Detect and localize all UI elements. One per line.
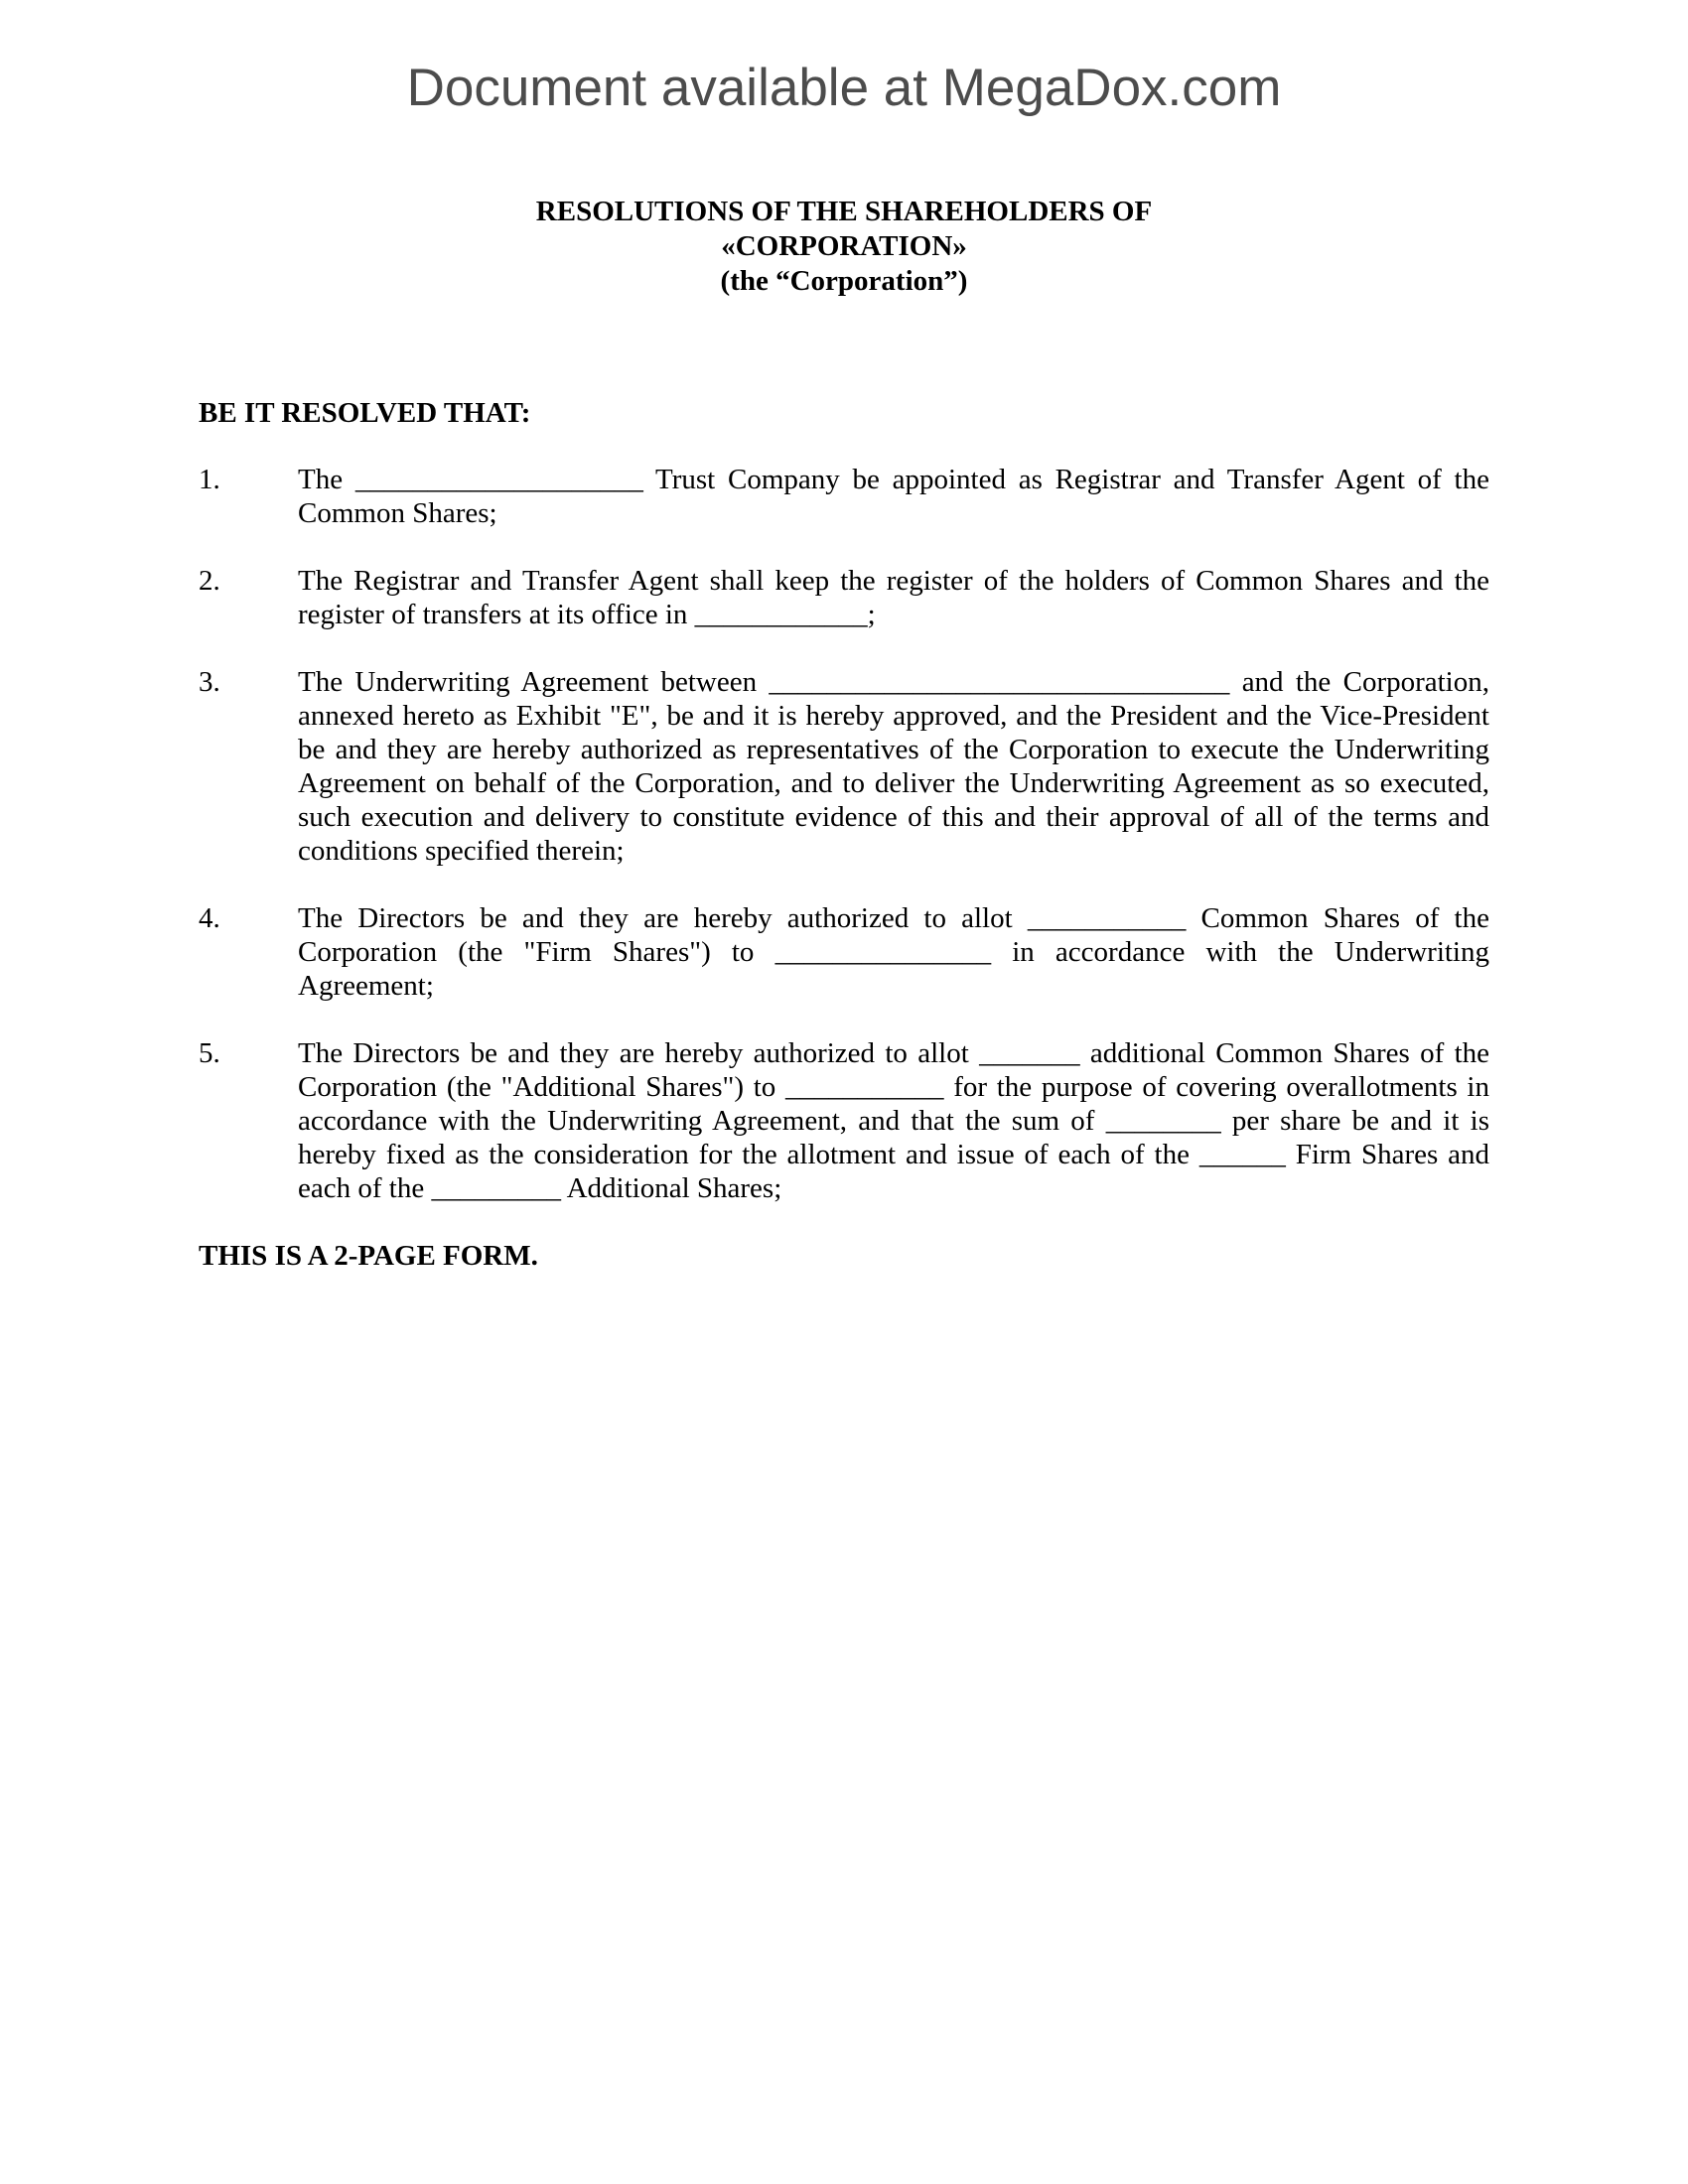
document-body bbox=[199, 396, 1489, 1273]
item-text: The Registrar and Transfer Agent shall keep the register of the holders of Common Shares and the register of transfers at its office in ____________; bbox=[298, 565, 1489, 630]
resolved-heading: BE IT RESOLVED THAT: bbox=[199, 397, 531, 429]
title-line-1: RESOLUTIONS OF THE SHAREHOLDERS OF bbox=[535, 196, 1153, 227]
item-number: 1. bbox=[199, 464, 220, 495]
resolution-item-5 bbox=[199, 1036, 1489, 1205]
item-number: 5. bbox=[199, 1037, 220, 1069]
page-form-note: THIS IS A 2-PAGE FORM. bbox=[199, 1240, 538, 1272]
resolution-item-3 bbox=[199, 665, 1489, 868]
item-text: The Underwriting Agreement between ________________________________ and the Corporation, annexed hereto as Exhibit "E", be and it is hereby approved, and the President and the Vice-President be and they are hereby authorized as representatives of the Corporation to execute the Underwriting Agreement on behalf of the Corporation, and to deliver the Underwriting Agreement as so executed, such execution and delivery to constitute evidence of this and their approval of all of the terms and conditions specified therein; bbox=[298, 666, 1489, 867]
resolution-item-2 bbox=[199, 564, 1489, 631]
item-text: The Directors be and they are hereby authorized to allot ___________ Common Shares of the Corporation (the "Firm Shares") to _______________ in accordance with the Underwriting Agreement; bbox=[298, 902, 1489, 1002]
resolution-item-1 bbox=[199, 463, 1489, 530]
title-line-3: (the “Corporation”) bbox=[720, 265, 968, 297]
document-title bbox=[0, 195, 1688, 299]
item-number: 4. bbox=[199, 902, 220, 934]
item-number: 2. bbox=[199, 565, 220, 597]
resolution-item-4 bbox=[199, 901, 1489, 1003]
title-line-2: «CORPORATION» bbox=[721, 230, 967, 262]
item-text: The Directors be and they are hereby authorized to allot _______ additional Common Shares of the Corporation (the "Additional Shares") to ___________ for the purpose of covering overallotments in accordance with the Underwriting Agreement, and that the sum of ________ per share be and it is hereby fixed as the consideration for the allotment and issue of each of the ______ Firm Shares and each of the _________ Additional Shares; bbox=[298, 1037, 1489, 1204]
watermark-text: Document available at MegaDox.com bbox=[406, 59, 1282, 117]
item-text: The ____________________ Trust Company be appointed as Registrar and Transfer Agent of the Common Shares; bbox=[298, 464, 1489, 529]
item-number: 3. bbox=[199, 666, 220, 698]
